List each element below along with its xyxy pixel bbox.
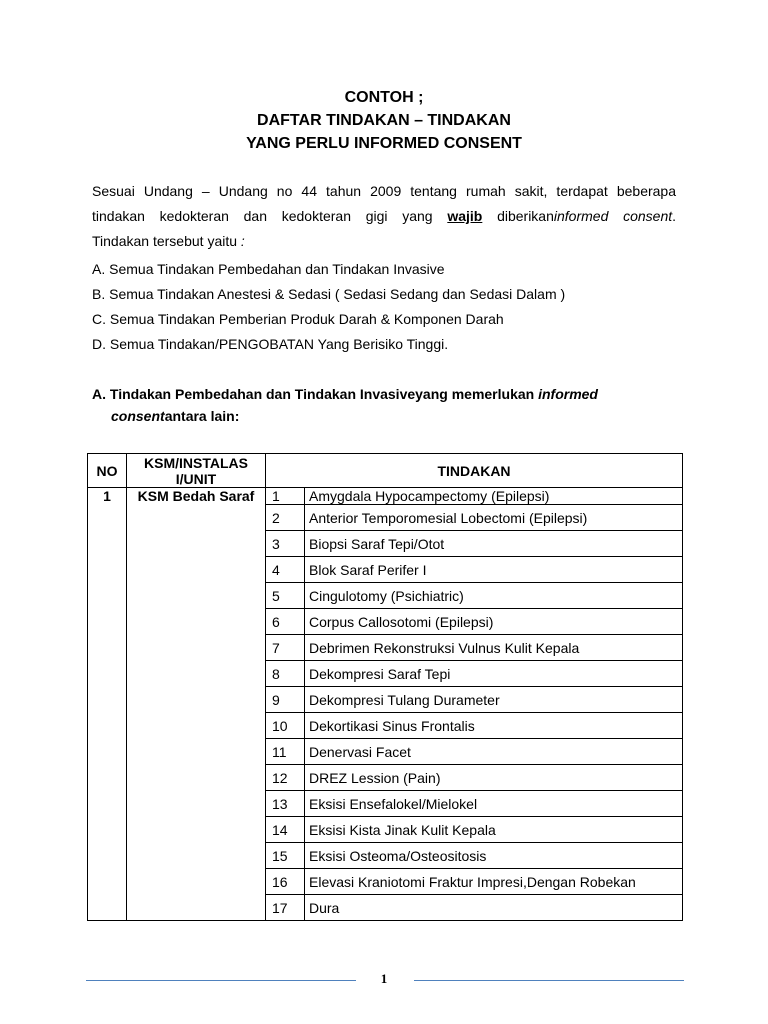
intro-line-1: Sesuai Undang – Undang no 44 tahun 2009 tentang rumah sakit, terdapat beberapa (92, 183, 676, 199)
page-number: 1 (380, 971, 388, 986)
row-tindakan: Debrimen Rekonstruksi Vulnus Kulit Kepala (305, 635, 683, 661)
footer-rule-left (86, 980, 356, 981)
intro-text: tindakan kedokteran dan kedokteran gigi yang (92, 208, 433, 224)
row-number: 10 (266, 713, 305, 739)
tindakan-table (87, 453, 683, 921)
row-tindakan: Corpus Callosotomi (Epilepsi) (305, 609, 683, 635)
footer-rule-right (414, 980, 684, 981)
wajib-emphasis: wajib (447, 208, 483, 224)
header-no: NO (88, 454, 127, 488)
row-number: 9 (266, 687, 305, 713)
group-number: 1 (88, 488, 127, 921)
header-ksm: KSM/INSTALAS I/UNIT (127, 454, 266, 488)
intro-line-3: Tindakan tersebut yaitu : (92, 233, 245, 249)
row-number: 15 (266, 843, 305, 869)
heading-line-3: YANG PERLU INFORMED CONSENT (246, 135, 522, 152)
table-row (88, 488, 683, 505)
row-number: 16 (266, 869, 305, 895)
list-item-c: C. Semua Tindakan Pemberian Produk Darah & Komponen Darah (92, 311, 504, 327)
row-tindakan: DREZ Lession (Pain) (305, 765, 683, 791)
row-tindakan: Anterior Temporomesial Lobectomi (Epilepsi) (305, 505, 683, 531)
row-number: 1 (266, 488, 305, 505)
row-number: 17 (266, 895, 305, 921)
row-tindakan: Eksisi Osteoma/Osteositosis (305, 843, 683, 869)
row-number: 12 (266, 765, 305, 791)
row-tindakan: Dekortikasi Sinus Frontalis (305, 713, 683, 739)
heading-line-1: CONTOH ; (344, 89, 424, 106)
table-header-row (88, 454, 683, 488)
row-tindakan: Cingulotomy (Psichiatric) (305, 583, 683, 609)
row-tindakan: Biopsi Saraf Tepi/Otot (305, 531, 683, 557)
row-number: 4 (266, 557, 305, 583)
row-number: 3 (266, 531, 305, 557)
list-item-a: A. Semua Tindakan Pembedahan dan Tindakan Invasive (92, 261, 445, 277)
row-tindakan: Dekompresi Saraf Tepi (305, 661, 683, 687)
intro-paragraph (92, 179, 676, 254)
intro-line-2 (92, 204, 676, 229)
row-number: 8 (266, 661, 305, 687)
row-number: 11 (266, 739, 305, 765)
row-number: 2 (266, 505, 305, 531)
group-ksm: KSM Bedah Saraf (127, 488, 266, 921)
row-number: 6 (266, 609, 305, 635)
row-tindakan: Dekompresi Tulang Durameter (305, 687, 683, 713)
list-item-b: B. Semua Tindakan Anestesi & Sedasi ( Sedasi Sedang dan Sedasi Dalam ) (92, 286, 566, 302)
row-tindakan: Elevasi Kraniotomi Fraktur Impresi,Dengan Robekan (305, 869, 683, 895)
row-tindakan: Amygdala Hypocampectomy (Epilepsi) (305, 488, 683, 505)
row-tindakan: Denervasi Facet (305, 739, 683, 765)
section-a-heading: A. Tindakan Pembedahan dan Tindakan Invasiveyang memerlukan informed consentantara lain: (92, 386, 598, 424)
list-item-d: D. Semua Tindakan/PENGOBATAN Yang Berisiko Tinggi. (92, 336, 449, 352)
intro-text: diberikaninformed consent. (497, 208, 677, 224)
row-tindakan: Blok Saraf Perifer I (305, 557, 683, 583)
row-tindakan: Eksisi Ensefalokel/Mielokel (305, 791, 683, 817)
row-tindakan: Dura (305, 895, 683, 921)
header-tindakan: TINDAKAN (266, 454, 683, 488)
row-tindakan: Eksisi Kista Jinak Kulit Kepala (305, 817, 683, 843)
row-number: 5 (266, 583, 305, 609)
row-number: 7 (266, 635, 305, 661)
row-number: 14 (266, 817, 305, 843)
informed-consent-italic: informed consent (553, 208, 673, 224)
row-number: 13 (266, 791, 305, 817)
heading-line-2: DAFTAR TINDAKAN – TINDAKAN (257, 112, 511, 129)
